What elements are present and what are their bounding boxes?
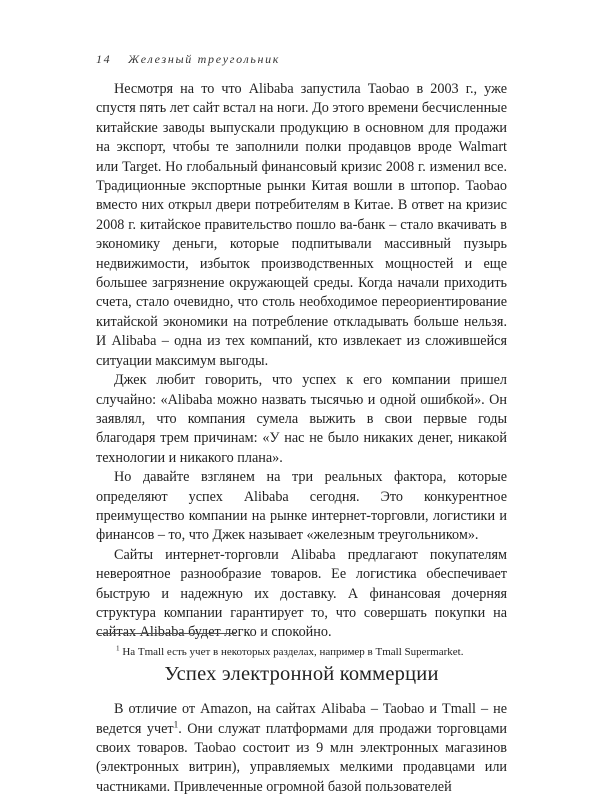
paragraph xyxy=(96,700,507,797)
running-title: Железный треугольник xyxy=(128,52,281,66)
paragraph-text: В отличие от Amazon, на сайтах Alibaba – Taobao и Tmall – не ведется учет xyxy=(96,701,507,737)
footnote xyxy=(116,645,506,659)
footnote-text: На Tmall есть учет в некоторых разделах, например в Tmall Supermarket. xyxy=(119,646,464,658)
body-text xyxy=(96,80,507,797)
page-number: 14 xyxy=(96,52,112,66)
paragraph: Джек любит говорить, что успех к его компании пришел случайно: «Alibaba можно назвать тысячью и одной ошибкой». Он заявлял, что компания сумела выжить в свои первые годы благодаря трем причинам: «У нас не было никаких денег, никакой технологии и никакого плана». xyxy=(96,372,507,466)
footnote-divider xyxy=(96,633,236,634)
section-title: Успех электронной коммерции xyxy=(164,662,439,685)
paragraph: Сайты интернет-торговли Alibaba предлагают покупателям невероятное разнообразие товаров. Ее логистика обеспечивает быструю и надежную их доставку. А финансовая дочерняя структура компании гарантирует то, что совершать покупки на сайтах Alibaba будет легко и спокойно. xyxy=(96,546,507,641)
paragraph-text: . Они служат платформами для продажи торговцами своих товаров. Taobao состоит из 9 млн электронных магазинов (электронных витрин), управляемых мелкими продавцами или частниками. Привлеченные огромной базой пользователей xyxy=(96,720,507,795)
running-head xyxy=(96,52,280,67)
footnote-reference[interactable]: 1 xyxy=(173,718,179,729)
paragraph: Но давайте взглянем на три реальных фактора, которые определяют успех Alibaba сегодня. Это конкурентное преимущество компании на рынке интернет-торговли, логистики и финансов – то, что Джек называет «железным треугольником». xyxy=(96,469,507,544)
paragraph: Несмотря на то что Alibaba запустила Taobao в 2003 г., уже спустя пять лет сайт встал на ноги. До этого времени бесчисленные китайские заводы выпускали продукцию в основном для продажи на экспорт, чтобы те заполнили полки продавцов вроде Walmart или Target. Но глобальный финансовый кризис 2008 г. изменил все. Традиционные экспортные рынки Китая вошли в штопор. Taobao вместо них открыл двери потребителям в Китае. В ответ на кризис 2008 г. китайское правительство пошло ва-банк – стало вкачивать в экономику деньги, которые подпитывали массивный пузырь недвижимости, избыток производственных мощностей и еще большее загрязнение окружающей среды. Когда начали приходить счета, стало очевидно, что столь необходимое переориентирование китайской экономики на потребление откладывать больше нельзя. И Alibaba – одна из тех компаний, кто извлекает из сложившейся ситуации максимум выгоды. xyxy=(96,81,507,369)
footnote-marker: 1 xyxy=(116,644,120,653)
